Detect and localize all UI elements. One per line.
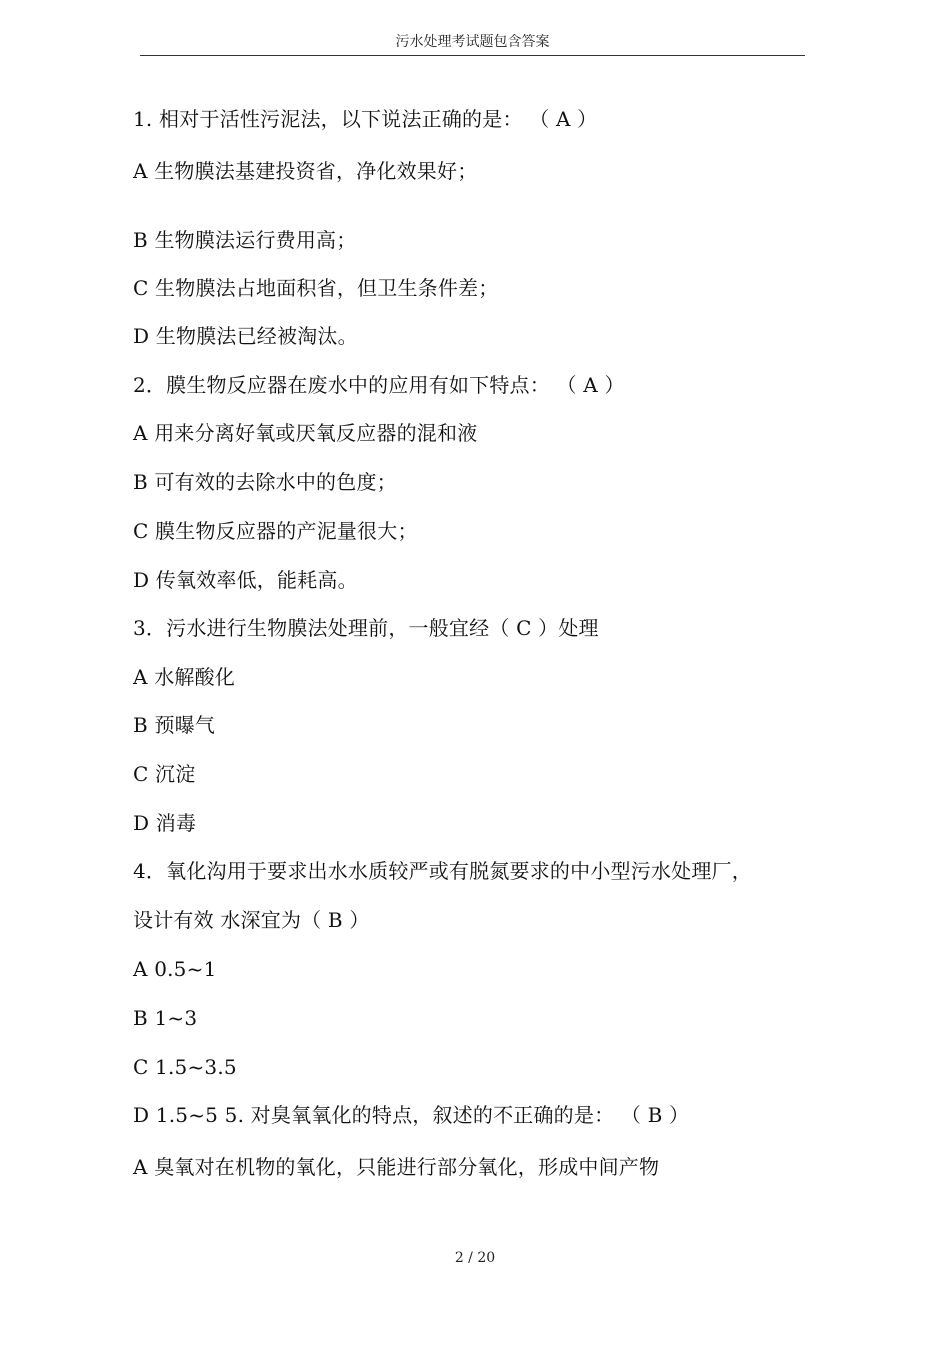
question-4-option-c: C 1.5~3.5 [133,1055,237,1079]
question-2-option-b: B 可有效的去除水中的色度； [133,470,397,494]
question-1-text: 1. 相对于活性污泥法，以下说法正确的是： （ A ） [133,107,598,131]
question-2-option-d: D 传氧效率低，能耗高。 [133,568,358,592]
question-5-option-a: A 臭氧对在机物的氧化，只能进行部分氧化，形成中间产物 [133,1155,660,1179]
question-3-option-a: A 水解酸化 [133,665,236,689]
question-4-option-d-and-question-5: D 1.5~5 5. 对臭氧氧化的特点，叙述的不正确的是： （ B ） [133,1103,690,1127]
question-3-option-b: B 预曝气 [133,713,216,737]
question-1-option-a: A 生物膜法基建投资省，净化效果好； [133,159,478,183]
question-3-text: 3．污水进行生物膜法处理前，一般宜经（ C ）处理 [133,616,599,640]
question-3-option-d: D 消毒 [133,811,197,835]
question-1-option-b: B 生物膜法运行费用高； [133,228,357,252]
question-1-option-d: D 生物膜法已经被淘汰。 [133,324,358,348]
question-2-option-a: A 用来分离好氧或厌氧反应器的混和液 [133,421,478,445]
question-3-option-c: C 沉淀 [133,762,196,786]
question-2-text: 2．膜生物反应器在废水中的应用有如下特点： （ A ） [133,373,625,397]
header-divider [140,55,805,56]
question-1-option-c: C 生物膜法占地面积省，但卫生条件差； [133,276,499,300]
page-header-title: 污水处理考试题包含答案 [395,34,550,50]
question-4-option-a: A 0.5~1 [133,957,217,981]
page-number: 2 / 20 [454,1250,496,1266]
question-4-option-b: B 1~3 [133,1006,198,1030]
question-4-text-continued: 设计有效 水深宜为（ B ） [133,908,370,932]
question-4-text: 4．氧化沟用于要求出水水质较严或有脱氮要求的中小型污水处理厂， [133,859,752,883]
question-2-option-c: C 膜生物反应器的产泥量很大； [133,519,418,543]
